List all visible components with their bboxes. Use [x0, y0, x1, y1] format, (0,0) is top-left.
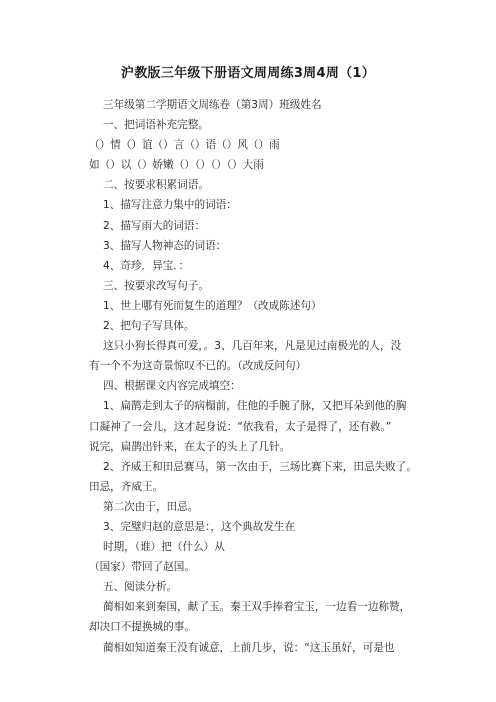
text-line: 时期，（谁）把（什么）从 — [103, 541, 225, 554]
section-heading: 二、按要求积累词语。 — [103, 179, 209, 192]
text-line: 三年级第二学期语文周练卷（第3周）班级姓名 — [103, 99, 322, 111]
text-line: 1、扁鹊走到太子的病榻前，住他的手腕了脉，又把耳朵到他的胸 — [103, 400, 407, 413]
section-heading: 四、根据课文内容完成填空： — [103, 380, 241, 393]
section-heading: 五、阅读分析。 — [103, 581, 178, 594]
text-line: 2、把句子写具体。 — [103, 320, 195, 333]
text-line: 说完，扁鹊出针来，在太子的头上了几针。 — [89, 440, 291, 453]
text-line: 有一个不为这奇景惊叹不已的。（改成反问句） — [89, 360, 307, 373]
text-line: 1、世上哪有死而复生的道理？（改成陈述句） — [103, 299, 322, 312]
text-line: 3、完璧归赵的意思是：，这个典故发生在 — [103, 520, 296, 533]
text-line: 1、描写注意力集中的词语： — [103, 199, 237, 212]
text-line: 田忌，齐威王。 — [89, 480, 164, 493]
text-line: 却决口不提换城的事。 — [89, 621, 195, 634]
section-heading: 三、按要求改写句子。 — [103, 279, 209, 292]
text-line: （国家）带回了赵国。 — [89, 561, 195, 574]
text-line: 第二次由于，田忌。 — [103, 500, 199, 513]
document-body — [89, 95, 429, 658]
text-line: （）情（）谊（）言（）语（）风（）雨 — [89, 139, 280, 152]
document-title: 沪教版三年级下册语文周周练3周4周（1） — [120, 66, 376, 81]
text-line: 口凝神了一会儿，这才起身说：“依我看，太子是得了，还有救。” — [89, 420, 392, 433]
section-heading: 一、把词语补充完整。 — [103, 119, 209, 132]
text-line: 3、描写人物神态的词语： — [103, 239, 227, 252]
text-line: 2、齐威王和田忌赛马，第一次由于，三场比赛下来，田忌失败了。 — [103, 460, 417, 473]
text-line: 蔺相如来到秦国，献了玉。秦王双手捧着宝玉，一边看一边称赞， — [103, 601, 411, 614]
text-line: 如（）以（）娇嫩（）（）（）（）大雨 — [89, 159, 264, 172]
text-line: 蔺相如知道秦王没有诚意，上前几步，说：“这玉虽好，可是也 — [103, 641, 395, 654]
text-line: 这只小狗长得真可爱，。3、几百年来，凡是见过南极光的人，没 — [103, 340, 402, 353]
text-line: 4、奇珍．异宝．： — [103, 259, 190, 272]
text-line: 2、描写雨大的词语： — [103, 219, 206, 232]
